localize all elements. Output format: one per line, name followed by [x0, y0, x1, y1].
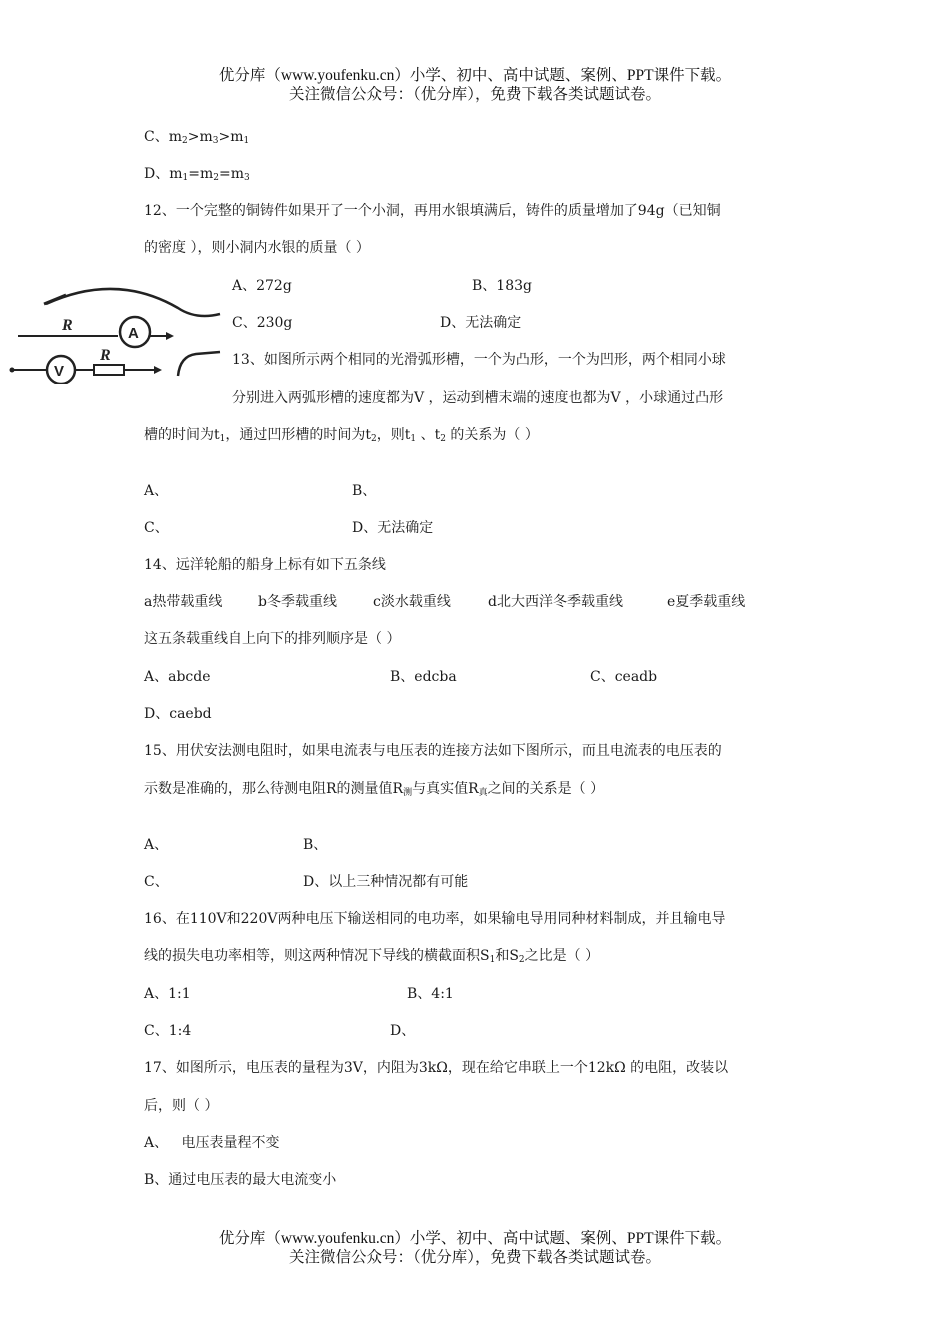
q16-option-a: A、1:1 [144, 986, 191, 1002]
q14-option-c: C、ceadb [590, 669, 658, 685]
q13-option-d: D、无法确定 [352, 520, 434, 536]
q15-text-2: 示数是准确的，那么待测电阻R的测量值$R_测$与真实值$R_真$之间的关系是（ ） [144, 781, 605, 798]
bottom-resistor-label: R [100, 347, 111, 364]
q17-option-b: B、通过电压表的最大电流变小 [144, 1172, 337, 1188]
header-line-1: 优分库（www.youfenku.cn）小学、初中、高中试题、案例、PPT课件下载。 [218, 67, 732, 84]
convex-arc-groove [46, 289, 220, 316]
circuit-figure [6, 282, 226, 384]
q14-option-d: D、caebd [144, 706, 212, 722]
q12-text-2: 的密度 ），则小洞内水银的质量（ ） [144, 240, 370, 256]
q11-option-d: D、$m_1=m_2=m_3$ [144, 166, 250, 183]
q16-option-b: B、4:1 [407, 986, 454, 1002]
footer-line-2: 关注微信公众号：（优分库），免费下载各类试题试卷。 [288, 1249, 661, 1266]
q16-text-1: 16、在110V和220V两种电压下输送相同的电功率，如果输电导用同种材料制成，并且输电导 [144, 911, 726, 927]
q12-option-c: C、230g [232, 315, 293, 331]
q12-text-1: 12、一个完整的铜铸件如果开了一个小洞，再用水银填满后，铸件的质量增加了94g（已知铜 [144, 203, 721, 219]
q14-line-b: b冬季载重线 [258, 594, 337, 610]
q15-option-c: C、 [144, 874, 169, 890]
q13-option-c: C、 [144, 520, 169, 536]
q13-text-3: 槽的时间为$t_1$，通过凹形槽的时间为$t_2$，则$t_1$ 、$t_2$ 的关系为（ ） [144, 427, 539, 444]
q13-option-a: A、 [144, 483, 169, 499]
q14-text-1: 14、远洋轮船的船身上标有如下五条线 [144, 557, 386, 573]
top-resistor-label: R [62, 317, 73, 334]
q17-text-2: 后，则（ ） [144, 1098, 219, 1114]
q14-line-d: d北大西洋冬季载重线 [488, 594, 623, 610]
ammeter-label: A [128, 325, 139, 342]
q16-text-2: 线的损失电功率相等，则这两种情况下导线的横截面积$S_1$和$S_2$之比是（ ） [144, 948, 600, 965]
footer-line-1: 优分库（www.youfenku.cn）小学、初中、高中试题、案例、PPT课件下载。 [218, 1230, 732, 1247]
q16-option-d: D、 [390, 1023, 416, 1039]
concave-arc-groove [178, 352, 220, 376]
q17-text-1: 17、如图所示，电压表的量程为3V，内阻为3kΩ，现在给它串联上一个12kΩ 的电阻，改装以 [144, 1060, 729, 1076]
q14-line-e: e夏季载重线 [667, 594, 746, 610]
q12-option-b: B、183g [472, 278, 532, 294]
voltmeter-label: V [54, 363, 65, 380]
q16-option-c: C、1:4 [144, 1023, 192, 1039]
q14-option-b: B、edcba [390, 669, 457, 685]
q13-text-1: 13、如图所示两个相同的光滑弧形槽，一个为凸形，一个为凹形，两个相同小球 [232, 352, 726, 368]
q13-text-2: 分别进入两弧形槽的速度都为V ，运动到槽末端的速度也都为V ，小球通过凸形 [232, 390, 724, 406]
q15-option-a: A、 [144, 837, 169, 853]
q14-text-3: 这五条载重线自上向下的排列顺序是（ ） [144, 631, 401, 647]
q14-line-a: a热带载重线 [144, 594, 223, 610]
q15-option-b: B、 [303, 837, 328, 853]
header-line-2: 关注微信公众号：（优分库），免费下载各类试题试卷。 [288, 86, 661, 103]
q12-option-d: D、无法确定 [440, 315, 522, 331]
q12-option-a: A、272g [232, 278, 292, 294]
q14-option-a: A、abcde [144, 669, 211, 685]
q17-option-a: A、 电压表量程不变 [144, 1135, 280, 1151]
resistor-icon [94, 365, 124, 375]
q14-line-c: c淡水载重线 [373, 594, 451, 610]
q13-option-b: B、 [352, 483, 377, 499]
q15-text-1: 15、用伏安法测电阻时，如果电流表与电压表的连接方法如下图所示，而且电流表的电压表的 [144, 743, 722, 759]
q15-option-d: D、以上三种情况都有可能 [303, 874, 469, 890]
q11-option-c: C、$m_2>m_3>m_1$ [144, 129, 250, 146]
